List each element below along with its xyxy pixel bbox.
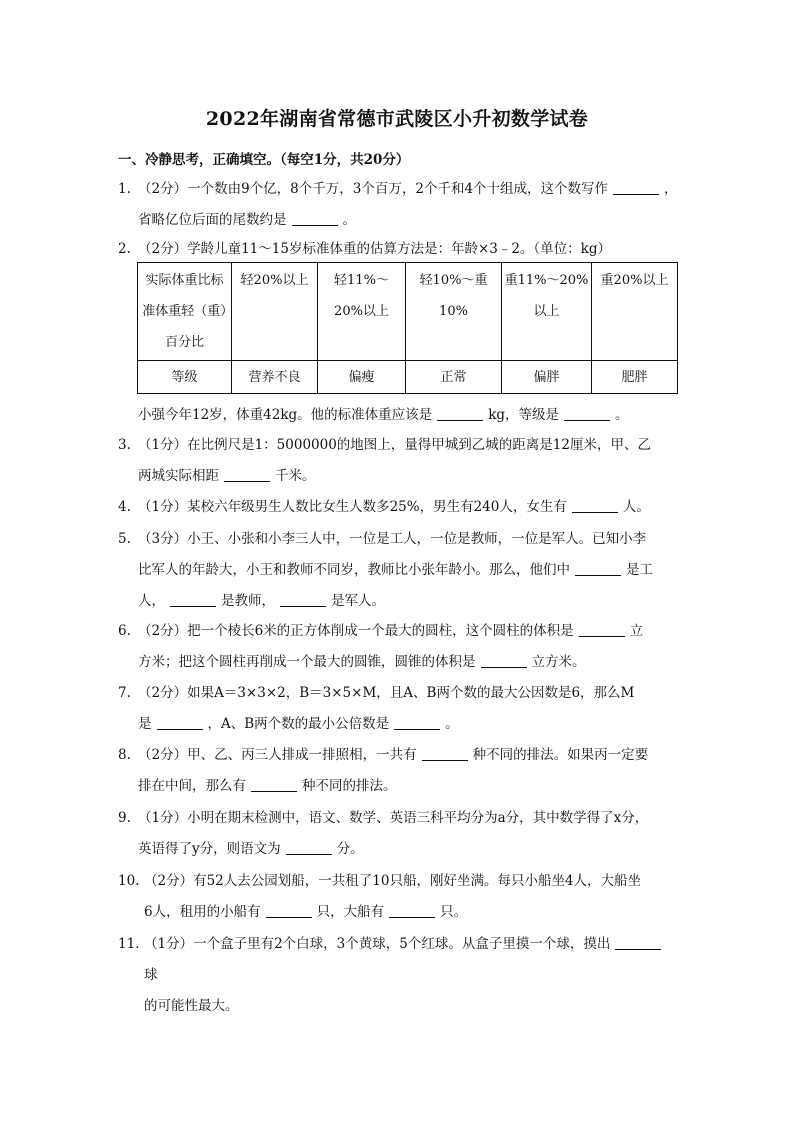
answer-blank[interactable]	[157, 715, 203, 730]
table-cell: 偏瘦	[318, 361, 406, 394]
answer-blank[interactable]	[286, 840, 332, 855]
answer-blank[interactable]	[481, 653, 527, 668]
table-cell: 营养不良	[232, 361, 318, 394]
weight-standard-table	[137, 262, 678, 394]
table-cell: 实际体重比标准体重轻（重）百分比	[138, 263, 232, 361]
question-number: 9.	[118, 810, 131, 826]
question-3: 3. （1分）在比例尺是1：5000000的地图上，量得甲城到乙城的距离是12厘米，甲、乙 两城实际相距 千米。	[118, 430, 678, 492]
question-number: 10.	[118, 873, 140, 889]
question-7: 7. （2分）如果A＝3×3×2，B＝3×5×M，且A、B两个数的最大公因数是6，那么M 是 ，A、B两个数的最小公倍数是 。	[118, 678, 678, 740]
question-number: 2.	[118, 241, 131, 257]
answer-blank[interactable]	[575, 561, 621, 576]
table-cell: 偏胖	[502, 361, 592, 394]
table-cell: 轻10%～重10%	[406, 263, 502, 361]
table-row	[138, 361, 678, 394]
answer-blank[interactable]	[292, 211, 338, 226]
question-number: 6.	[118, 623, 131, 639]
table-cell: 重20%以上	[592, 263, 678, 361]
answer-blank[interactable]	[564, 406, 610, 421]
answer-blank[interactable]	[280, 592, 326, 607]
question-11: 11. （1分）一个盒子里有2个白球，3个黄球，5个红球。从盒子里摸一个球，摸出球 的可能性最大。	[118, 929, 678, 1022]
answer-blank[interactable]	[613, 180, 659, 195]
question-number: 11.	[118, 936, 140, 952]
question-number: 8.	[118, 747, 131, 763]
answer-blank[interactable]	[389, 903, 435, 918]
answer-blank[interactable]	[615, 935, 661, 950]
question-1: 1. （2分）一个数由9个亿，8个千万，3个百万，2个千和4个十组成，这个数写作 ， 省略亿位后面的尾数约是 。	[118, 174, 678, 236]
section-heading: 一、冷静思考，正确填空。（每空1分，共20分）	[118, 152, 410, 168]
question-number: 5.	[118, 531, 131, 547]
question-2-followup: 小强今年12岁，体重42kg。他的标准体重应该是 kg，等级是 。	[138, 407, 629, 423]
table-row	[138, 263, 678, 361]
answer-blank[interactable]	[266, 903, 312, 918]
question-number: 4.	[118, 499, 131, 515]
answer-blank[interactable]	[422, 746, 468, 761]
question-number: 1.	[118, 181, 131, 197]
table-cell: 轻20%以上	[232, 263, 318, 361]
question-6: 6. （2分）把一个棱长6米的正方体削成一个最大的圆柱，这个圆柱的体积是 立 方米；把这个圆柱再削成一个最大的圆锥，圆锥的体积是 立方米。	[118, 616, 678, 678]
question-9: 9. （1分）小明在期末检测中，语文、数学、英语三科平均分为a分，其中数学得了x分， 英语得了y分，则语文为 分。	[118, 803, 678, 865]
page-title: 2022年湖南省常德市武陵区小升初数学试卷	[205, 108, 589, 130]
answer-blank[interactable]	[251, 777, 297, 792]
table-cell: 重11%～20%以上	[502, 263, 592, 361]
answer-blank[interactable]	[224, 467, 270, 482]
question-5: 5. （3分）小王、小张和小李三人中，一位是工人，一位是教师，一位是军人。已知小李 比军人的年龄大，小王和教师不同岁，教师比小张年龄小。那么，他们中 是工 人， 是教师， 是军人。	[118, 524, 678, 617]
table-cell: 轻11%～20%以上	[318, 263, 406, 361]
table-cell: 正常	[406, 361, 502, 394]
question-number: 3.	[118, 437, 131, 453]
answer-blank[interactable]	[437, 406, 483, 421]
answer-blank[interactable]	[170, 592, 216, 607]
table-cell: 等级	[138, 361, 232, 394]
answer-blank[interactable]	[579, 622, 625, 637]
answer-blank[interactable]	[572, 498, 618, 513]
question-10: 10. （2分）有52人去公园划船，一共租了10只船，刚好坐满。每只小船坐4人，大船坐 6人，租用的小船有 只，大船有 只。	[118, 866, 678, 928]
question-8: 8. （2分）甲、乙、丙三人排成一排照相，一共有 种不同的排法。如果丙一定要 排在中间，那么有 种不同的排法。	[118, 740, 678, 802]
question-4: 4. （1分）某校六年级男生人数比女生人数多25%，男生有240人，女生有 人。	[118, 492, 678, 523]
table-cell: 肥胖	[592, 361, 678, 394]
answer-blank[interactable]	[394, 715, 440, 730]
question-2: 2. （2分）学龄儿童11～15岁标准体重的估算方法是：年龄×3﹣2。（单位：kg）	[118, 234, 678, 265]
question-number: 7.	[118, 685, 131, 701]
